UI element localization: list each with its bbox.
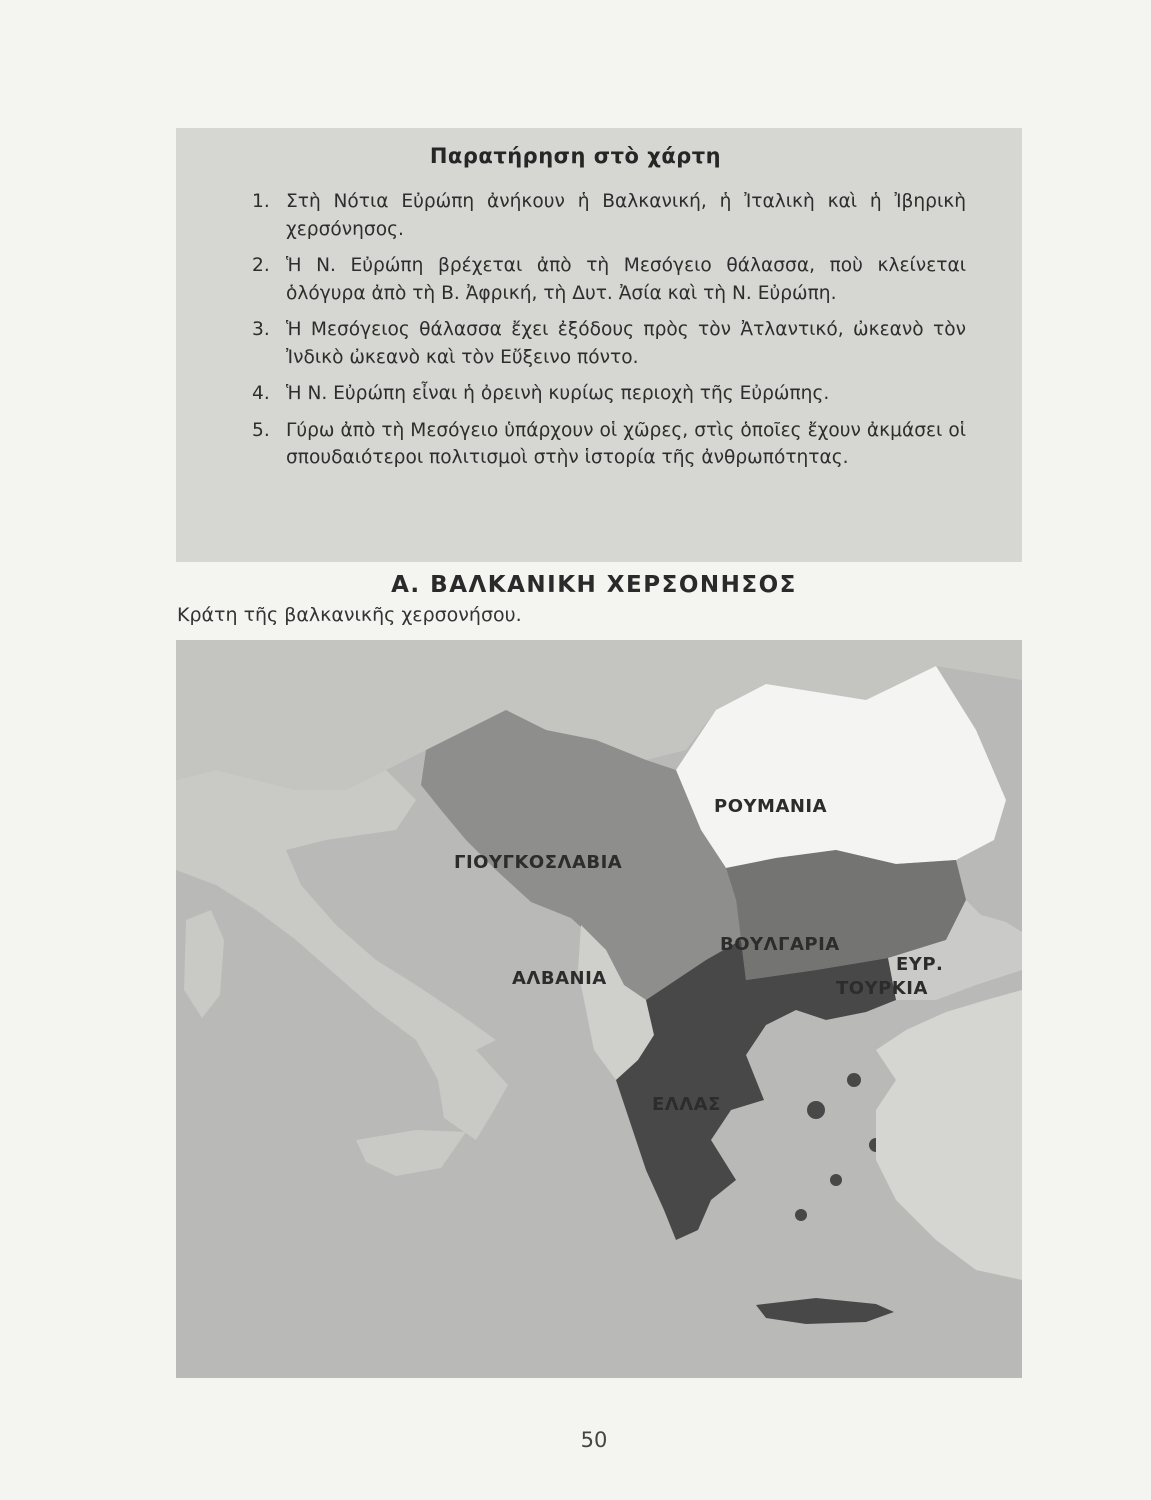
item-number: 1.	[252, 191, 270, 212]
island	[830, 1174, 842, 1186]
map-caption: Κράτη τῆς βαλκανικῆς χερσονήσου.	[177, 604, 522, 626]
island	[807, 1101, 825, 1119]
observation-item	[252, 188, 966, 243]
item-number: 3.	[252, 319, 270, 340]
label-romania: ΡΟΥΜΑΝΙΑ	[714, 796, 828, 817]
item-number: 4.	[252, 383, 270, 404]
label-albania: ΑΛΒΑΝΙΑ	[512, 968, 607, 989]
balkan-map	[176, 640, 1022, 1378]
observation-item	[252, 380, 966, 408]
item-text: Ἡ Μεσόγειος θάλασσα ἔχει ἐξόδους πρὸς τὸν Ἀτλαντικό, ὠκεανὸ τὸν Ἰνδικὸ ὠκεανὸ καὶ τὸν Εὔξεινο πόντο.	[286, 319, 966, 368]
item-number: 2.	[252, 255, 270, 276]
label-turkey-line2: ΤΟΥΡΚΙΑ	[836, 978, 928, 999]
island	[795, 1209, 807, 1221]
item-text: Ἡ Ν. Εὐρώπη εἶναι ἡ ὀρεινὴ κυρίως περιοχὴ τῆς Εὐρώπης.	[286, 383, 830, 404]
item-text: Ἡ Ν. Εὐρώπη βρέχεται ἀπὸ τὴ Μεσόγειο θάλασσα, ποὺ κλείνεται ὁλόγυρα ἀπὸ τὴ Β. Ἀφρική, τὴ Δυτ. Ἀσία καὶ τὴ Ν. Εὐρώπη.	[286, 255, 966, 304]
label-yugoslavia: ΓΙΟΥΓΚΟΣΛΑΒΙΑ	[454, 852, 623, 873]
item-text: Στὴ Νότια Εὐρώπη ἀνήκουν ἡ Βαλκανική, ἡ Ἰταλικὴ καὶ ἡ Ἰβηρικὴ χερσόνησος.	[286, 191, 966, 240]
observation-item	[252, 417, 966, 472]
page-number: 50	[580, 1428, 608, 1452]
observation-item	[252, 316, 966, 371]
item-number: 5.	[252, 419, 270, 441]
section-title: Α. ΒΑΛΚΑΝΙΚΗ ΧΕΡΣΟΝΗΣΟΣ	[391, 572, 797, 598]
observation-title: Παρατήρηση στὸ χάρτη	[429, 144, 722, 168]
item-text: Γύρω ἀπὸ τὴ Μεσόγειο ὑπάρχουν οἱ χῶρες, στὶς ὁποῖες ἔχουν ἀκμάσει οἱ σπουδαιότεροι πολιτισμοὶ στὴν ἱστορία τῆς ἀνθρωπότητας.	[286, 419, 966, 468]
label-greece: ΕΛΛΑΣ	[652, 1094, 721, 1115]
label-turkey-line1: ΕΥΡ.	[896, 954, 944, 975]
observation-item	[252, 252, 966, 307]
island	[847, 1073, 861, 1087]
observation-list	[252, 188, 966, 481]
label-bulgaria: ΒΟΥΛΓΑΡΙΑ	[720, 934, 840, 955]
